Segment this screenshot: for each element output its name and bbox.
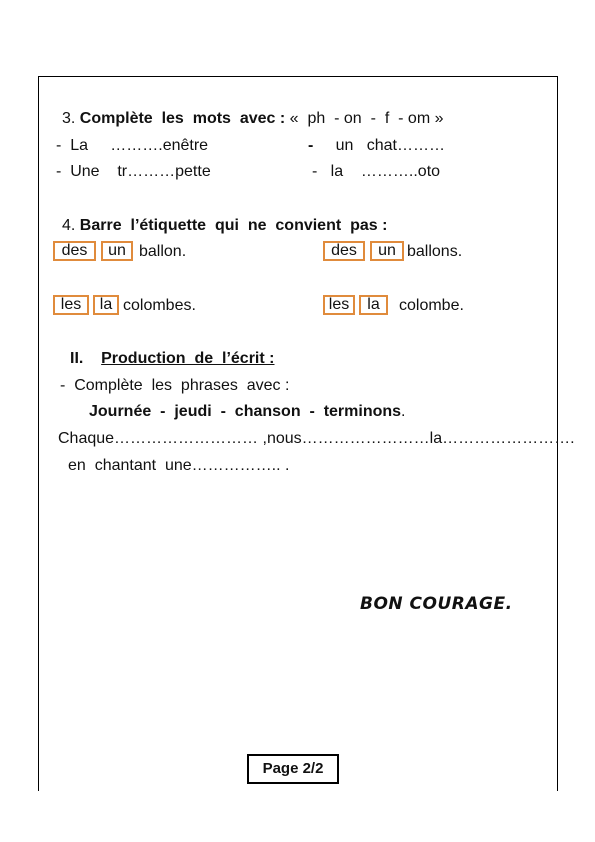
section-heading: Production de l’écrit :	[101, 350, 275, 367]
section-numeral: II.	[70, 350, 84, 367]
dash: -	[56, 163, 62, 180]
fill-text: un chat………	[335, 137, 445, 154]
tag-option[interactable]: un	[370, 241, 404, 261]
exercise-number: 3.	[62, 110, 76, 127]
tag-option[interactable]: la	[359, 295, 388, 315]
word-list	[89, 402, 406, 422]
exercise-number: 4.	[62, 217, 76, 234]
fill-item	[312, 162, 440, 182]
fill-text: Une tr………pette	[70, 163, 211, 180]
dash: -	[312, 163, 318, 180]
sentence-line-2: en chantant une…………….. .	[68, 457, 290, 474]
section-instruction: - Complète les phrases avec :	[60, 377, 290, 394]
fill-item	[308, 136, 445, 156]
tag-option[interactable]: les	[53, 295, 89, 315]
tag-option[interactable]: des	[53, 241, 96, 261]
dash: -	[56, 137, 62, 154]
section-2-title	[70, 349, 274, 369]
bon-courage-text: BON COURAGE.	[360, 594, 513, 614]
tag-option[interactable]: des	[323, 241, 365, 261]
exercise-instruction: Barre l’étiquette qui ne convient pas :	[79, 217, 388, 234]
tag-option[interactable]: la	[93, 295, 119, 315]
page-number: Page 2/2	[247, 754, 339, 784]
noun-label: ballons.	[407, 243, 463, 260]
noun-label: ballon.	[139, 243, 187, 260]
fill-item	[56, 162, 211, 182]
fill-text: la ………..oto	[330, 163, 441, 180]
noun-label: colombe.	[399, 297, 464, 314]
exercise-instruction: Complète les mots avec :	[79, 110, 286, 127]
fill-item	[56, 136, 208, 156]
noun-label: colombes.	[123, 297, 196, 314]
tag-option[interactable]: les	[323, 295, 355, 315]
tag-option[interactable]: un	[101, 241, 133, 261]
word-list-end: .	[401, 403, 406, 420]
exercise-3-title	[62, 109, 444, 129]
sentence-line-1: Chaque……………………… ,nous……………………la…………………….	[58, 430, 575, 447]
fill-text: La ……….enêtre	[70, 137, 209, 154]
letter-options: « ph - on - f - om »	[289, 110, 444, 127]
exercise-4-title	[62, 216, 387, 236]
dash: -	[308, 137, 314, 154]
word-options: Journée - jeudi - chanson - terminons	[89, 403, 402, 420]
